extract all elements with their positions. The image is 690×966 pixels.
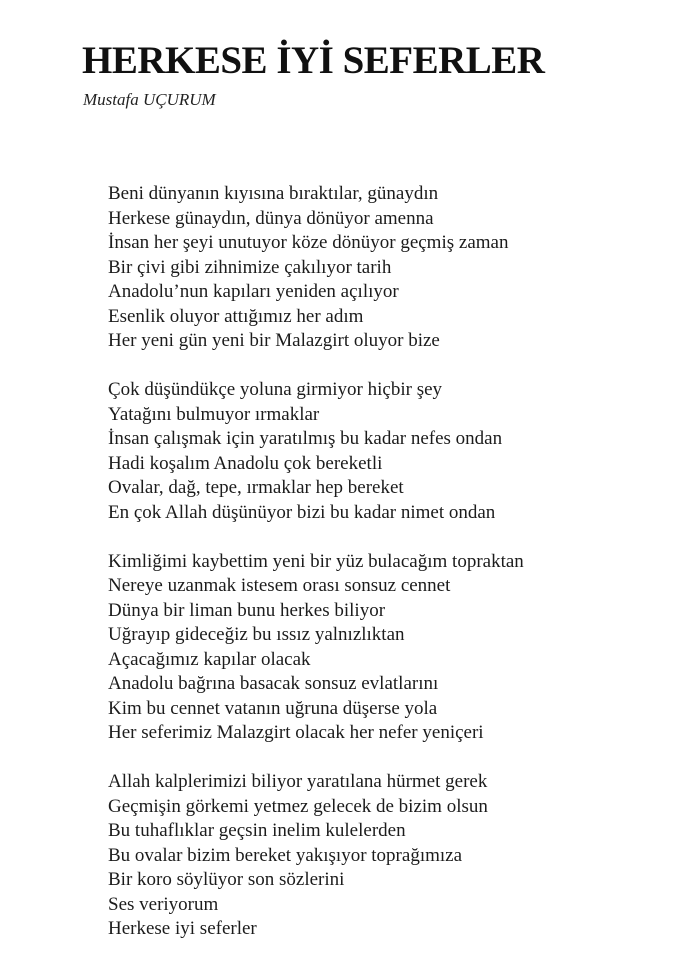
poem-line: Anadolu bağrına basacak sonsuz evlatlarını — [108, 673, 439, 694]
poem-line: İnsan her şeyi unutuyor köze dönüyor geçmiş zaman — [108, 232, 509, 253]
poem-line: Kim bu cennet vatanın uğruna düşerse yola — [108, 697, 438, 719]
poem-line: Bir koro söylüyor son sözlerini — [108, 869, 345, 890]
poem-line: Çok düşündükçe yoluna girmiyor hiçbir şey — [108, 379, 443, 400]
poem-title: HERKESE İYİ SEFERLER — [82, 39, 545, 82]
poem-stanza — [108, 378, 668, 525]
poem-line: Hadi koşalım Anadolu çok bereketli — [108, 452, 383, 474]
poem-line: Bir çivi gibi zihnimize çakılıyor tarih — [108, 256, 392, 278]
poem-line: Herkese günaydın, dünya dönüyor amenna — [108, 207, 434, 229]
poem-line: Herkese iyi seferler — [108, 918, 257, 939]
poem-line: Nereye uzanmak istesem orası sonsuz cennet — [108, 575, 451, 596]
poem-line: Ovalar, dağ, tepe, ırmaklar hep bereket — [108, 477, 404, 498]
poem-line: Ses veriyorum — [108, 893, 219, 915]
poem-line: Dünya bir liman bunu herkes biliyor — [108, 599, 386, 621]
poem-author: Mustafa UÇURUM — [83, 90, 216, 109]
poem-line: Anadolu’nun kapıları yeniden açılıyor — [108, 281, 399, 302]
poem-stanza — [108, 770, 668, 942]
poem-line: Her seferimiz Malazgirt olacak her nefer yeniçeri — [108, 722, 484, 743]
poem-line: Kimliğimi kaybettim yeni bir yüz bulacağım topraktan — [108, 550, 524, 572]
poem-line: Bu tuhaflıklar geçsin inelim kulelerden — [108, 820, 406, 841]
poem-body — [108, 182, 668, 966]
poem-stanza — [108, 182, 668, 354]
poem-line: Uğrayıp gideceğiz bu ıssız yalnızlıktan — [108, 624, 405, 645]
poem-stanza — [108, 550, 668, 746]
poem-line: Esenlik oluyor attığımız her adım — [108, 305, 364, 327]
poem-line: Yatağını bulmuyor ırmaklar — [108, 403, 320, 425]
poem-line: Açacağımız kapılar olacak — [108, 648, 311, 670]
poem-line: Bu ovalar bizim bereket yakışıyor toprağımıza — [108, 844, 463, 866]
poem-line: Geçmişin görkemi yetmez gelecek de bizim olsun — [108, 795, 488, 817]
poem-line: Allah kalplerimizi biliyor yaratılana hürmet gerek — [108, 771, 488, 792]
poem-line: En çok Allah düşünüyor bizi bu kadar nimet ondan — [108, 501, 496, 523]
poem-line: Her yeni gün yeni bir Malazgirt oluyor bize — [108, 330, 440, 351]
poem-line: İnsan çalışmak için yaratılmış bu kadar nefes ondan — [108, 428, 503, 449]
poem-line: Beni dünyanın kıyısına bıraktılar, günaydın — [108, 183, 439, 204]
